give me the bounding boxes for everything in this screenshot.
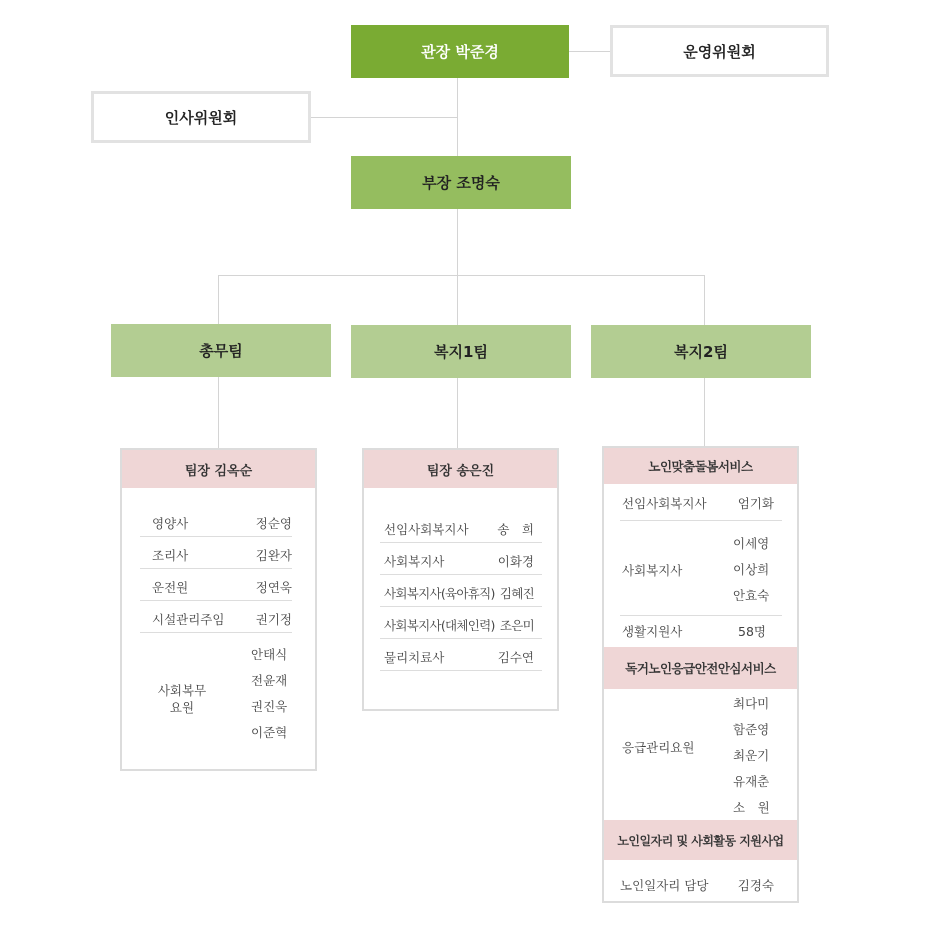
member-name: 최운기 xyxy=(733,748,770,763)
role-label: 조리사 xyxy=(152,548,189,563)
row-divider xyxy=(140,536,292,537)
team-general-node: 총무팀 xyxy=(111,324,331,377)
row-divider xyxy=(620,615,782,616)
service-role-line2: 요원 xyxy=(169,700,195,715)
list-item xyxy=(384,616,534,634)
welfare1-card-head: 팀장 송은진 xyxy=(364,450,557,488)
member-name: 안태식 xyxy=(251,647,288,662)
role-label: 시설관리주임 xyxy=(152,612,225,627)
role-label: 사회복지사 xyxy=(384,554,445,569)
row-divider xyxy=(140,600,292,601)
section-head-custom-care: 노인맞춤돌봄서비스 xyxy=(604,448,797,484)
section-head-emergency-safety: 독거노인응급안전안심서비스 xyxy=(604,647,797,689)
connector-bus-general xyxy=(218,275,219,325)
connector-bus-welfare2 xyxy=(704,275,705,325)
operating-committee-node: 운영위원회 xyxy=(610,25,829,77)
row-divider xyxy=(380,638,542,639)
member-name: 이세영 xyxy=(733,536,770,551)
role-label: 사회복지사(대체인력) xyxy=(384,618,495,633)
member-name: 송 희 xyxy=(497,522,534,537)
member-name: 김수연 xyxy=(497,650,534,665)
member-name: 권진욱 xyxy=(251,699,288,714)
list-item xyxy=(384,520,534,538)
member-name: 유재춘 xyxy=(733,774,770,789)
role-label: 운전원 xyxy=(152,580,189,595)
role-label: 선임사회복지사 xyxy=(622,496,707,511)
role-label: 응급관리요원 xyxy=(622,740,695,755)
support-count: 58명 xyxy=(738,624,766,639)
welfare2-team-card xyxy=(602,446,799,903)
deputy-node: 부장 조명숙 xyxy=(351,156,571,209)
list-item xyxy=(384,584,534,602)
service-role-label xyxy=(142,682,222,716)
service-role-line1: 사회복무 xyxy=(157,683,207,698)
section-head-senior-jobs: 노인일자리 및 사회활동 지원사업 xyxy=(604,820,797,860)
member-name: 권기정 xyxy=(255,612,292,627)
connector-bus-welfare1 xyxy=(457,275,458,325)
role-label: 선임사회복지사 xyxy=(384,522,469,537)
list-item xyxy=(152,546,292,564)
sw-names-list xyxy=(733,531,769,609)
list-item xyxy=(620,876,774,894)
connector-team-bus xyxy=(218,275,705,276)
list-item xyxy=(152,610,292,628)
connector-director-operating xyxy=(568,51,611,52)
role-label: 노인일자리 담당 xyxy=(620,878,709,893)
member-name: 조은미 xyxy=(499,618,534,633)
role-label: 영양사 xyxy=(152,516,189,531)
member-name: 이준혁 xyxy=(251,725,288,740)
team-welfare2-node: 복지2팀 xyxy=(591,325,811,378)
member-name: 김완자 xyxy=(255,548,292,563)
member-name: 이상희 xyxy=(733,562,770,577)
team-welfare1-node: 복지1팀 xyxy=(351,325,571,378)
member-name: 이화경 xyxy=(497,554,534,569)
member-name: 엄기화 xyxy=(737,496,774,511)
connector-personnel xyxy=(310,117,458,118)
list-item xyxy=(384,552,534,570)
welfare1-team-card xyxy=(362,448,559,711)
row-divider xyxy=(380,542,542,543)
director-node: 관장 박준경 xyxy=(351,25,569,78)
general-card-head: 팀장 김옥순 xyxy=(122,450,315,488)
list-item xyxy=(622,622,774,640)
member-name: 최다미 xyxy=(733,696,770,711)
row-divider xyxy=(380,670,542,671)
member-name: 전윤재 xyxy=(251,673,288,688)
list-item xyxy=(152,578,292,596)
list-item xyxy=(152,514,292,532)
personnel-committee-node: 인사위원회 xyxy=(91,91,311,143)
list-item xyxy=(622,494,774,512)
role-label: 물리치료사 xyxy=(384,650,445,665)
member-name: 김혜진 xyxy=(499,586,534,601)
member-name: 함준영 xyxy=(733,722,770,737)
row-divider xyxy=(140,568,292,569)
connector-general-card xyxy=(218,376,219,449)
member-name: 안효숙 xyxy=(733,588,770,603)
service-names-list xyxy=(251,642,287,746)
row-divider xyxy=(380,574,542,575)
role-label: 사회복지사 xyxy=(622,563,683,578)
connector-welfare2-card xyxy=(704,377,705,447)
role-label: 생활지원사 xyxy=(622,624,683,639)
emergency-names-list xyxy=(733,691,770,821)
row-divider xyxy=(620,520,782,521)
member-name: 정연욱 xyxy=(255,580,292,595)
row-divider xyxy=(140,632,292,633)
role-label: 사회복지사(육아휴직) xyxy=(384,586,495,601)
row-divider xyxy=(380,606,542,607)
connector-welfare1-card xyxy=(457,377,458,449)
list-item xyxy=(384,648,534,666)
general-team-card xyxy=(120,448,317,771)
member-name: 김경숙 xyxy=(737,878,774,893)
connector-deputy-bus xyxy=(457,208,458,276)
member-name: 소 원 xyxy=(733,800,770,815)
member-name: 정순영 xyxy=(255,516,292,531)
